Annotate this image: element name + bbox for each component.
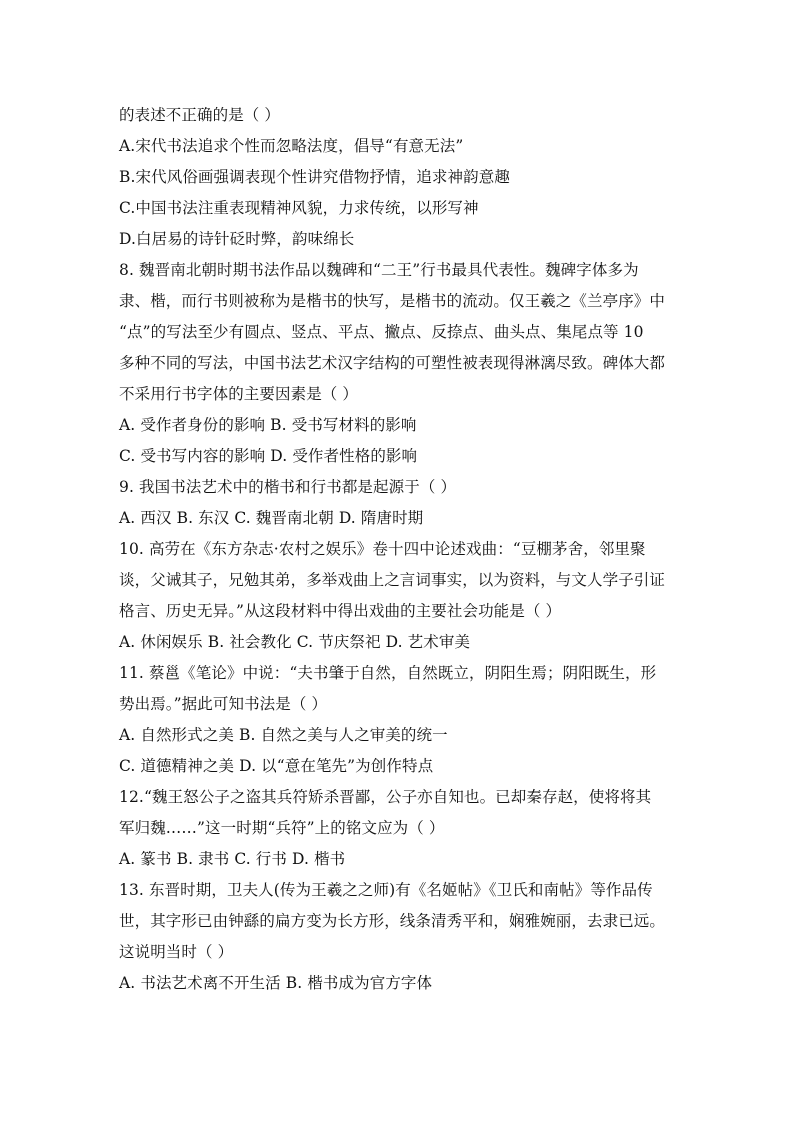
question-10-line: 格言、历史无异。”从这段材料中得出戏曲的主要社会功能是（ ） <box>119 602 562 620</box>
question-11-line: 势出焉。”据此可知书法是（ ） <box>119 695 328 713</box>
option-line: C. 受书写内容的影响 D. 受作者性格的影响 <box>119 447 418 465</box>
question-8-line: 不采用行书字体的主要因素是（ ） <box>119 385 359 403</box>
option-line: C.中国书法注重表现精神风貌，力求传统，以形写神 <box>119 199 479 217</box>
question-13-line: 世，其字形已由钟繇的扁方变为长方形，线条清秀平和，娴雅婉丽，去隶已远。 <box>119 912 666 930</box>
question-8-line: 8. 魏晋南北朝时期书法作品以魏碑和“二王”行书最具代表性。魏碑字体多为 <box>119 261 639 279</box>
question-13-line: 13. 东晋时期，卫夫人(传为王羲之之师)有《名姬帖》《卫氏和南帖》等作品传 <box>119 881 653 899</box>
option-line: A. 西汉 B. 东汉 C. 魏晋南北朝 D. 隋唐时期 <box>119 509 424 527</box>
question-text-block <box>119 100 679 999</box>
question-8-line: 隶、楷，而行书则被称为是楷书的快写，是楷书的流动。仅王羲之《兰亭序》中 <box>119 292 666 310</box>
question-9-line: 9. 我国书法艺术中的楷书和行书都是起源于（ ） <box>119 478 457 496</box>
text-line: 的表述不正确的是（ ） <box>119 106 281 124</box>
option-line: A. 书法艺术离不开生活 B. 楷书成为官方字体 <box>119 974 433 992</box>
option-line: B.宋代风俗画强调表现个性讲究借物抒情，追求神韵意趣 <box>119 168 510 186</box>
option-line: A. 受作者身份的影响 B. 受书写材料的影响 <box>119 416 417 434</box>
option-line: C. 道德精神之美 D. 以“意在笔先”为创作特点 <box>119 757 434 775</box>
question-10-line: 10. 高劳在《东方杂志·农村之娱乐》卷十四中论述戏曲：“豆棚茅舍，邻里聚 <box>119 540 646 558</box>
option-line: A. 篆书 B. 隶书 C. 行书 D. 楷书 <box>119 850 346 868</box>
option-line: A.宋代书法追求个性而忽略法度，倡导“有意无法” <box>119 137 464 155</box>
question-8-line: “点”的写法至少有圆点、竖点、平点、撇点、反捺点、曲头点、集尾点等 10 <box>119 323 644 341</box>
option-line: A. 休闲娱乐 B. 社会教化 C. 节庆祭祀 D. 艺术审美 <box>119 633 471 651</box>
question-13-line: 这说明当时（ ） <box>119 943 234 961</box>
option-line: A. 自然形式之美 B. 自然之美与人之审美的统一 <box>119 726 448 744</box>
question-12-line: 军归魏……”这一时期“兵符”上的铭文应为（ ） <box>119 819 445 837</box>
question-8-line: 多种不同的写法，中国书法艺术汉字结构的可塑性被表现得淋漓尽致。碑体大都 <box>119 354 666 372</box>
question-12-line: 12.“魏王怒公子之盗其兵符矫杀晋鄙，公子亦自知也。已却秦存赵，使将将其 <box>119 788 652 806</box>
option-line: D.白居易的诗针砭时弊，韵味绵长 <box>119 230 355 248</box>
question-11-line: 11. 蔡邕《笔论》中说：“夫书肇于自然，自然既立，阴阳生焉；阴阳既生，形 <box>119 664 657 682</box>
question-10-line: 谈，父诫其子，兄勉其弟，多举戏曲上之言词事实，以为资料，与文人学子引证 <box>119 571 666 589</box>
